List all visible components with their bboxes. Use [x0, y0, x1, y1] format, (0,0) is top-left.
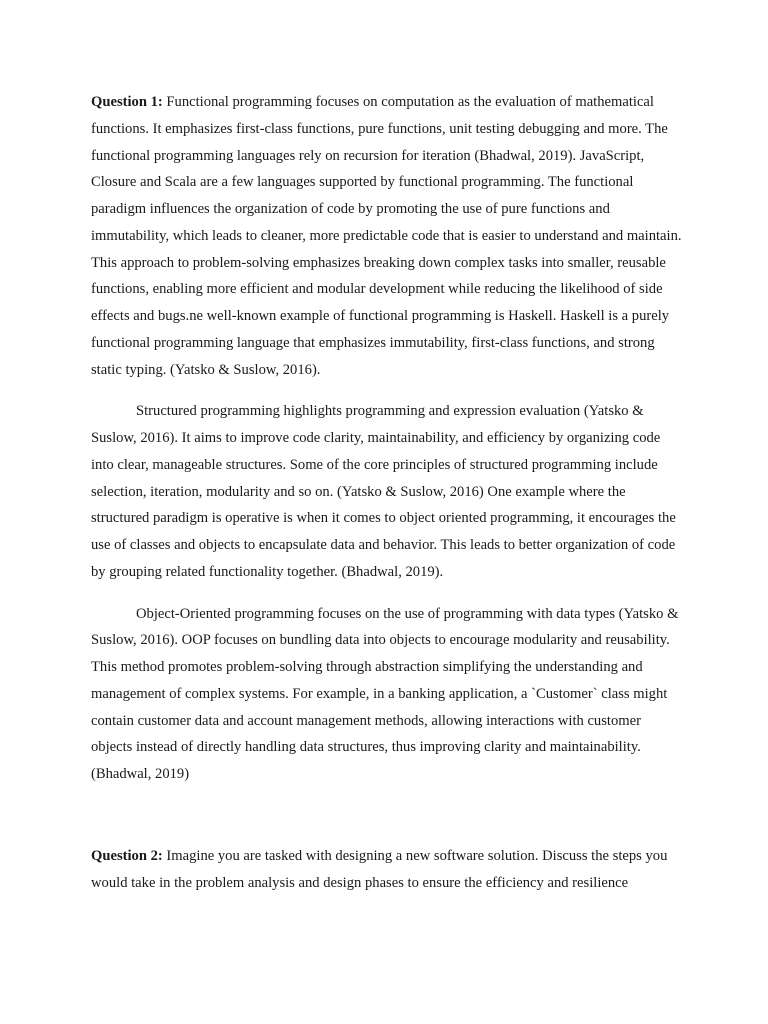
- structured-programming-paragraph: Structured programming highlights programming and expression evaluation (Yatsko & Suslow, 2016). It aims to improve code clarity, maintainability, and efficiency by organizing code into clear, manageable structures. Some of the core principles of structured programming include selection, iteration, modularity and so on. (Yatsko & Suslow, 2016) One example where the structured paradigm is operative is when it comes to object oriented programming, it encourages the use of classes and objects to encapsulate data and behavior. This leads to better organization of code by grouping related functionality together. (Bhadwal, 2019).: [91, 403, 676, 580]
- question-2-text: Imagine you are tasked with designing a new software solution. Discuss the steps you would take in the problem analysis and design phases to ensure the efficiency and resilience: [91, 847, 668, 891]
- question-1-paragraph: [91, 89, 683, 383]
- oop-paragraph: Object-Oriented programming focuses on the use of programming with data types (Yatsko & Suslow, 2016). OOP focuses on bundling data into objects to encourage modularity and reusability. This method promotes problem-solving through abstraction simplifying the understanding and management of complex systems. For example, in a banking application, a `Customer` class might contain customer data and account management methods, allowing interactions with customer objects instead of directly handling data structures, thus improving clarity and maintainability. (Bhadwal, 2019): [91, 605, 679, 782]
- question-2-paragraph: [91, 843, 683, 897]
- question-2-label: Question 2:: [91, 847, 163, 864]
- question-1-text: Functional programming focuses on computation as the evaluation of mathematical functions. It emphasizes first-class functions, pure functions, unit testing debugging and more. The functional programming languages rely on recursion for iteration (Bhadwal, 2019). JavaScript, Closure and Scala are a few languages supported by functional programming. The functional paradigm influences the organization of code by promoting the use of pure functions and immutability, which leads to cleaner, more predictable code that is easier to understand and maintain. This approach to problem-solving emphasizes breaking down complex tasks into smaller, reusable functions, enabling more efficient and modular development while reducing the likelihood of side effects and bugs.ne well-known example of functional programming is Haskell. Haskell is a purely functional programming language that emphasizes immutability, first-class functions, and strong static typing. (Yatsko & Suslow, 2016).: [91, 94, 682, 378]
- document-body: [91, 89, 683, 896]
- question-1-label: Question 1:: [91, 94, 163, 110]
